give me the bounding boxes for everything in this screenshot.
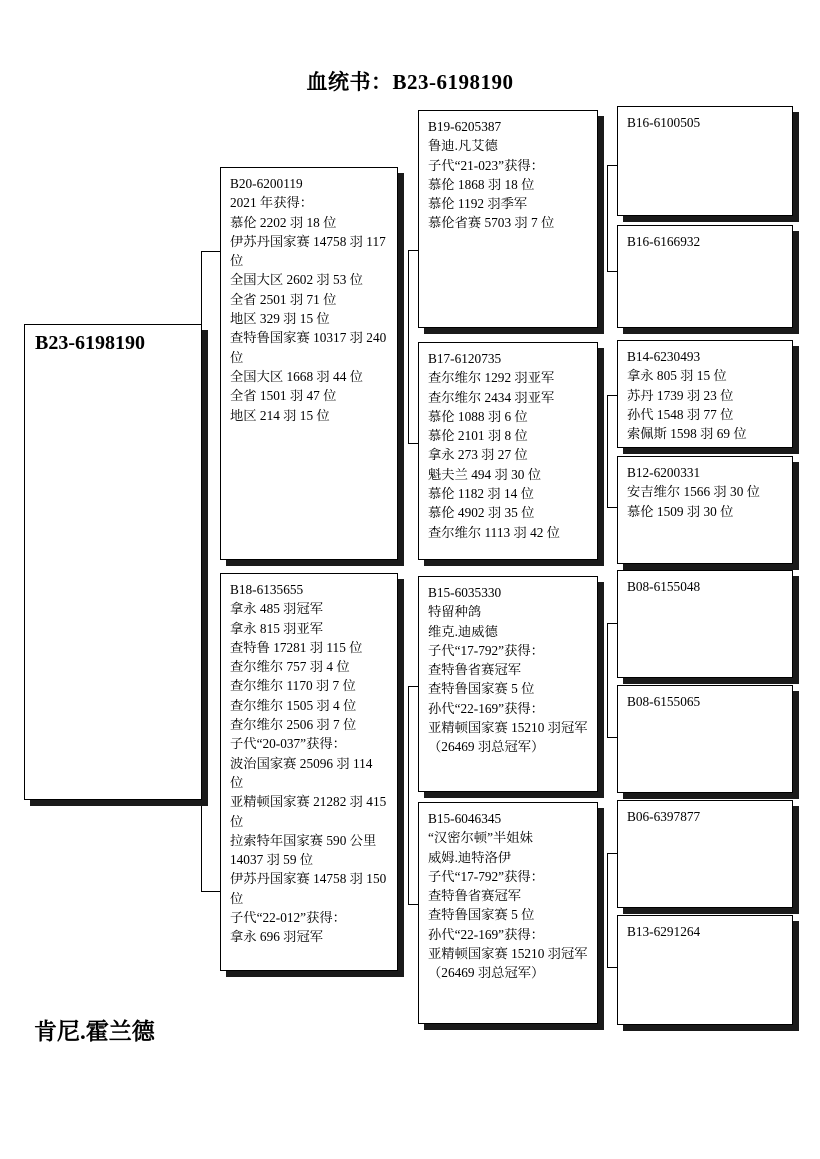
record-line: 慕伦省赛 5703 羽 7 位: [428, 215, 555, 231]
record-line: 地区 329 羽 15 位: [230, 311, 330, 327]
ancestor-box-gen4-4: [617, 456, 793, 564]
ancestor-box-gen4-6: [617, 685, 793, 793]
record-line: 查特鲁国家赛 10317 羽 240 位: [230, 330, 387, 365]
connector-line: [201, 891, 220, 892]
ancestor-ring: B16-6100505: [627, 115, 701, 130]
record-line: 慕伦 1868 羽 18 位: [428, 176, 535, 192]
connector-line: [408, 904, 418, 905]
record-line: 亚精顿国家赛 15210 羽冠军（26469 羽总冠军）: [428, 946, 588, 981]
record-line: 查特鲁国家赛 5 位: [428, 907, 535, 923]
page-title: 血统书：B23-6198190: [306, 70, 514, 94]
dam-box: [220, 573, 398, 971]
record-line: 拿永 696 羽冠军: [230, 929, 324, 945]
record-line: 亚精顿国家赛 21282 羽 415 位: [230, 794, 387, 829]
connector-line: [408, 443, 418, 444]
subject-box: [24, 324, 202, 800]
record-line: 子代“20-037”获得：: [230, 736, 346, 752]
record-line: 拿永 273 羽 27 位: [428, 447, 528, 463]
sire-box: [220, 167, 398, 560]
record-line: 伊苏丹国家赛 14758 羽 150 位: [230, 871, 387, 906]
record-line: 拉索特年国家赛 590 公里 14037 羽 59 位: [230, 832, 377, 868]
record-line: 特留种鸽: [428, 604, 482, 620]
record-line: 拿永 815 羽亚军: [230, 620, 324, 636]
record-line: 查尔维尔 2506 羽 7 位: [230, 717, 357, 733]
connector-line: [408, 686, 409, 904]
record-line: 查尔维尔 757 羽 4 位: [230, 659, 350, 675]
record-line: 慕伦 1088 羽 6 位: [428, 408, 528, 424]
record-line: 慕伦 1182 羽 14 位: [428, 486, 534, 502]
record-line: 子代“17-792”获得：: [428, 642, 544, 658]
record-line: 查尔维尔 1113 羽 42 位: [428, 524, 560, 540]
record-line: 慕伦 4902 羽 35 位: [428, 505, 535, 521]
ancestor-box-gen4-7: [617, 800, 793, 908]
record-line: 安吉维尔 1566 羽 30 位: [627, 484, 760, 500]
ancestor-box-gen4-2: [617, 225, 793, 328]
dam-ring: B18-6135655: [230, 582, 304, 597]
record-line: 魁夫兰 494 羽 30 位: [428, 466, 542, 482]
ancestor-ring: B08-6155048: [627, 579, 701, 594]
record-line: 子代“17-792”获得：: [428, 868, 544, 884]
record-line: 子代“21-023”获得：: [428, 157, 544, 173]
record-line: 孙代“22-169”获得：: [428, 926, 544, 942]
record-line: 2021 年获得：: [230, 195, 314, 211]
record-line: 慕伦 1192 羽季军: [428, 196, 528, 212]
connector-line: [607, 737, 617, 738]
record-line: 慕伦 2202 羽 18 位: [230, 214, 337, 230]
ancestor-box-gen4-1: [617, 106, 793, 216]
record-line: 全省 2501 羽 71 位: [230, 291, 337, 307]
record-line: 查尔维尔 1292 羽亚军: [428, 370, 555, 386]
connector-line: [607, 623, 608, 737]
connector-line: [201, 251, 220, 252]
connector-line: [607, 395, 617, 396]
record-line: 鲁迪.凡艾德: [428, 138, 498, 154]
record-line: 索佩斯 1598 羽 69 位: [627, 426, 747, 442]
record-line: 查尔维尔 1505 羽 4 位: [230, 697, 357, 713]
sire-dam-ring: B17-6120735: [428, 351, 502, 366]
dam-dam-box: [418, 802, 598, 1024]
record-line: 查特鲁省赛冠军: [428, 662, 522, 678]
connector-line: [607, 165, 608, 271]
connector-line: [607, 967, 617, 968]
connector-line: [607, 165, 617, 166]
record-line: 苏丹 1739 羽 23 位: [627, 387, 734, 403]
record-line: 孙代 1548 羽 77 位: [627, 406, 734, 422]
connector-line: [607, 271, 617, 272]
record-line: 地区 214 羽 15 位: [230, 407, 330, 423]
record-line: 波治国家赛 25096 羽 114 位: [230, 755, 373, 790]
connector-line: [607, 395, 608, 507]
ancestor-ring: B14-6230493: [627, 349, 701, 364]
sire-dam-box: [418, 342, 598, 560]
connector-line: [607, 853, 608, 967]
record-line: 拿永 805 羽 15 位: [627, 368, 727, 384]
record-line: 伊苏丹国家赛 14758 羽 117 位: [230, 233, 386, 269]
record-line: 查特鲁省赛冠军: [428, 888, 522, 904]
connector-line: [607, 623, 617, 624]
record-line: “汉密尔顿”半姐妹: [428, 830, 533, 846]
record-line: 亚精顿国家赛 15210 羽冠军（26469 羽总冠军）: [428, 720, 588, 755]
sire-sire-box: [418, 110, 598, 328]
record-line: 全省 1501 羽 47 位: [230, 388, 337, 404]
record-line: 查尔维尔 2434 羽亚军: [428, 389, 555, 405]
record-line: 查尔维尔 1170 羽 7 位: [230, 678, 356, 694]
sire-ring: B20-6200119: [230, 176, 303, 191]
record-line: 拿永 485 羽冠军: [230, 601, 324, 617]
ancestor-box-gen4-5: [617, 570, 793, 678]
record-line: 慕伦 2101 羽 8 位: [428, 428, 528, 444]
connector-line: [408, 250, 418, 251]
ancestor-ring: B13-6291264: [627, 924, 701, 939]
dam-sire-box: [418, 576, 598, 792]
connector-line: [408, 686, 418, 687]
connector-line: [607, 507, 617, 508]
sire-sire-ring: B19-6205387: [428, 119, 502, 134]
record-line: 慕伦 1509 羽 30 位: [627, 503, 734, 519]
subject-ring: B23-6198190: [35, 332, 145, 354]
ancestor-ring: B06-6397877: [627, 809, 701, 824]
record-line: 威姆.迪特洛伊: [428, 849, 512, 865]
connector-line: [607, 853, 617, 854]
ancestor-box-gen4-3: [617, 340, 793, 448]
record-line: 维克.迪威德: [428, 623, 498, 639]
record-line: 全国大区 1668 羽 44 位: [230, 368, 363, 384]
ancestor-ring: B16-6166932: [627, 234, 701, 249]
record-line: 孙代“22-169”获得：: [428, 700, 544, 716]
record-line: 查特鲁 17281 羽 115 位: [230, 639, 363, 655]
record-line: 子代“22-012”获得：: [230, 910, 346, 926]
ancestor-box-gen4-8: [617, 915, 793, 1025]
record-line: 查特鲁国家赛 5 位: [428, 681, 535, 697]
dam-sire-ring: B15-6035330: [428, 585, 502, 600]
ancestor-ring: B08-6155065: [627, 694, 701, 709]
owner-name: 肯尼.霍兰德: [34, 1019, 155, 1044]
ancestor-ring: B12-6200331: [627, 465, 701, 480]
record-line: 全国大区 2602 羽 53 位: [230, 272, 363, 288]
dam-dam-ring: B15-6046345: [428, 811, 502, 826]
connector-line: [408, 250, 409, 443]
